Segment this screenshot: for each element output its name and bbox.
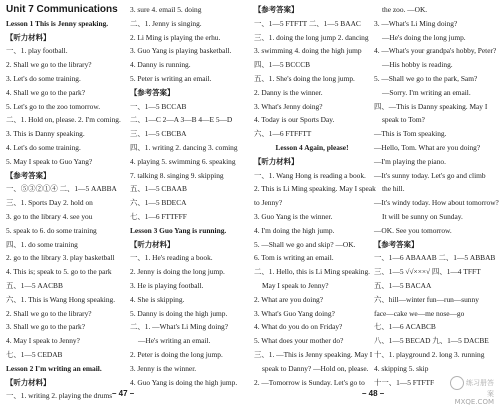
answer-line: 2. This is Li Ming speaking. May I speak [254,184,376,194]
answer-line: 一、1—6 ABAAAB 二、1—5 ABBAB [374,253,496,263]
answer-line: 四、1. do some training [6,239,78,249]
section-tag: 【听力材料】 [130,239,175,249]
section-tag: 【参考答案】 [130,87,175,97]
answer-line: 三、1—5 CBCBA [130,129,187,139]
answer-line: —This is Tom speaking. [374,129,447,139]
answer-line: 三、1. doing the long jump 2. dancing [254,32,369,42]
answer-line: 六、hill—winter fun—run—sunny [374,294,479,304]
answer-line: 6. Tom is writing an email. [254,253,334,263]
answer-line: 3. swimming 4. doing the high jump [254,46,362,56]
answer-line: 七、1—6 ACABCB [374,322,436,332]
answer-line: 六、1—5 BDECA [130,198,187,208]
answer-line: speak to Danny? —Hold on, please. [262,363,369,373]
answer-line: 八、1—5 BECAD 九、1—5 DACBE [374,336,489,346]
answer-line: 2. Li Ming is playing the erhu. [130,32,221,42]
section-tag: 【参考答案】 [254,5,299,14]
answer-line: 3. —What's Li Ming doing? [374,18,458,28]
answer-line: 四、1—5 BCCCB [254,60,311,70]
answer-line: 二、1. Hello, this is Li Ming speaking. [254,267,370,277]
answer-line: 3. He is playing football. [130,280,204,290]
answer-line: 4. I'm doing the high jump. [254,225,335,235]
answer-line: 一、1—5 FTFTT 二、1—5 BAAC [254,18,361,28]
answer-line: 7. talking 8. singing 9. skipping [130,170,224,180]
answer-line: 一、1—5 BCCAB [130,101,187,111]
answer-line: 2. go to the library 3. play basketball [6,253,115,263]
answer-line: 4. Danny is running. [130,60,191,70]
answer-line: face—cake we—me nose—go [374,308,465,318]
answer-line: 六、1. This is Wang Hong speaking. [6,294,116,304]
answer-line: 3. Let's do some training. [6,73,81,83]
section-tag: 【听力材料】 [254,156,299,166]
answer-line: 六、1—6 FTFFTT [254,129,312,139]
answer-line: 5. May I speak to Guo Yang? [6,156,93,166]
answer-line: 5. Let's go to the zoo tomorrow. [6,101,101,111]
answer-line: 2. —Tomorrow is Sunday. Let's go to [254,377,365,387]
lesson-heading: Lesson 3 Guo Yang is running. [130,225,227,235]
section-tag: 【参考答案】 [6,170,51,180]
answer-line: 4. This is; speak to 5. go to the park [6,267,112,277]
answer-line: May I speak to Jenny? [262,280,329,290]
answer-line: 3. Shall we go to the park? [6,322,86,332]
answer-line: 4. playing 5. swimming 6. speaking [130,156,236,166]
answer-line: 3. Guo Yang is playing basketball. [130,46,232,56]
answer-line: the hill. [382,184,405,194]
page-number-left: – 47 – [112,389,135,398]
answer-line: 五、1. She's doing the long jump. [254,73,355,83]
answer-line: 3. go to the library 4. see you [6,211,93,221]
watermark [448,376,494,406]
answer-line: 二、1—C 2—A 3—B 4—E 5—D [130,115,233,125]
answer-line: the zoo. —OK. [382,5,428,14]
section-tag: 【参考答案】 [374,239,419,249]
answer-line: 4. skipping 5. skip [374,363,429,373]
answer-line: —I'm playing the piano. [374,156,446,166]
answer-line: 5. speak to 6. do some training [6,225,97,235]
unit-title: Unit 7 Communications [6,4,118,15]
answer-line: 四、1. writing 2. dancing 3. coming [130,142,238,152]
watermark-logo-icon [450,376,464,390]
answer-line: 5. Peter is writing an email. [130,73,212,83]
page-number-right: – 48 – [362,389,385,398]
answer-line: 2. Jenny is doing the long jump. [130,267,225,277]
answer-line: 一、1. He's reading a book. [130,253,213,263]
lesson-heading: Lesson 4 Again, please! [275,142,349,152]
answer-line: 一、1. Wang Hong is reading a book. [254,170,366,180]
answer-line: 4. She is skipping. [130,294,185,304]
column-4 [372,3,499,387]
answer-line: 十、1. playground 2. long 3. running [374,349,485,359]
answer-line: 5. —Shall we go to the park, Sam? [374,73,478,83]
answer-line: 5. —Shall we go and skip? —OK. [254,239,356,249]
answer-line: It will be sunny on Sunday. [382,211,463,221]
answer-line: 二、1. Hold on, please. 2. I'm coming. [6,115,121,125]
answer-line: 七、1—6 FTTFFF [130,211,187,221]
answer-line: speak to Tom? [382,115,425,125]
answer-line: 4. What do you do on Friday? [254,322,343,332]
answer-line: 4. Let's do some training. [6,142,81,152]
section-tag: 【听力材料】 [6,377,51,387]
answer-line: 4. —What's your grandpa's hobby, Peter? [374,46,497,56]
answer-line: —It's windy today. How about tomorrow? [374,198,499,208]
answer-line: 三、1—5 √√×××√ 四、1—4 TFFT [374,267,481,277]
answer-line: 七、1—5 CEDAB [6,349,63,359]
answer-line: —It's sunny today. Let's go and climb [374,170,486,180]
answer-line: 4. Today is our Sports Day. [254,115,335,125]
answer-line: 四、—This is Danny speaking. May I [374,101,488,111]
answer-line: 3. Guo Yang is the winner. [254,211,333,221]
answer-line: 五、1—5 BACAA [374,280,432,290]
answer-line: 二、1. —What's Li Ming doing? [130,322,229,332]
answer-line: 3. What's Jenny doing? [254,101,323,111]
lesson-heading: Lesson 2 I'm writing an email. [6,363,102,373]
answer-line: 十一、1—5 FTFTF [374,377,435,387]
answer-line: —His hobby is reading. [382,60,453,70]
section-tag: 【听力材料】 [6,32,51,42]
lesson-heading: Lesson 1 This is Jenny speaking. [6,18,109,28]
answer-line: —Hello, Tom. What are you doing? [374,142,481,152]
answer-line: 3. This is Danny speaking. [6,129,85,139]
answer-line: 4. Shall we go to the park? [6,87,86,97]
answer-line: 3. What's Guo Yang doing? [254,308,335,318]
answer-line: —He's doing the long jump. [382,32,466,42]
answer-line: 5. What does your mother do? [254,336,344,346]
answer-line: 2. Shall we go to the library? [6,308,92,318]
answer-line: 2. Danny is the winner. [254,87,323,97]
answer-line: 3. Jenny is the winner. [130,363,197,373]
answer-line: 三、1. Sports Day 2. hold on [6,198,93,208]
answer-line: 3. sure 4. email 5. doing [130,5,202,14]
answer-line: 2. What are you doing? [254,294,324,304]
answer-line: 一、⑤③②①④ 二、1—5 AABBA [6,184,117,194]
answer-line: 五、1—5 AACBB [6,280,63,290]
answer-line: 三、1. —This is Jenny speaking. May I [254,349,373,359]
answer-line: 4. Guo Yang is doing the high jump. [130,377,238,387]
answer-line: 4. May I speak to Jenny? [6,336,80,346]
answer-line: 一、1. play football. [6,46,68,56]
answer-line: —Sorry. I'm writing an email. [382,87,471,97]
answer-line: 2. Peter is doing the long jump. [130,349,223,359]
watermark-url: MXQE.COM [454,398,494,406]
answer-line: 五、1—5 CBAAB [130,184,187,194]
answer-line: to Jenny? [254,198,283,208]
answer-line: 5. Danny is doing the high jump. [130,308,228,318]
column-2 [128,3,252,387]
answer-line: 一、1. writing 2. playing the drums [6,391,113,401]
column-3 [252,3,376,387]
answer-line: 二、1. Jenny is singing. [130,18,202,28]
answer-line: —OK. See you tomorrow. [374,225,452,235]
answer-line: 2. Shall we go to the library? [6,60,92,70]
watermark-text: 练习册答案 [466,379,494,398]
answer-line: —He's writing an email. [138,336,211,346]
